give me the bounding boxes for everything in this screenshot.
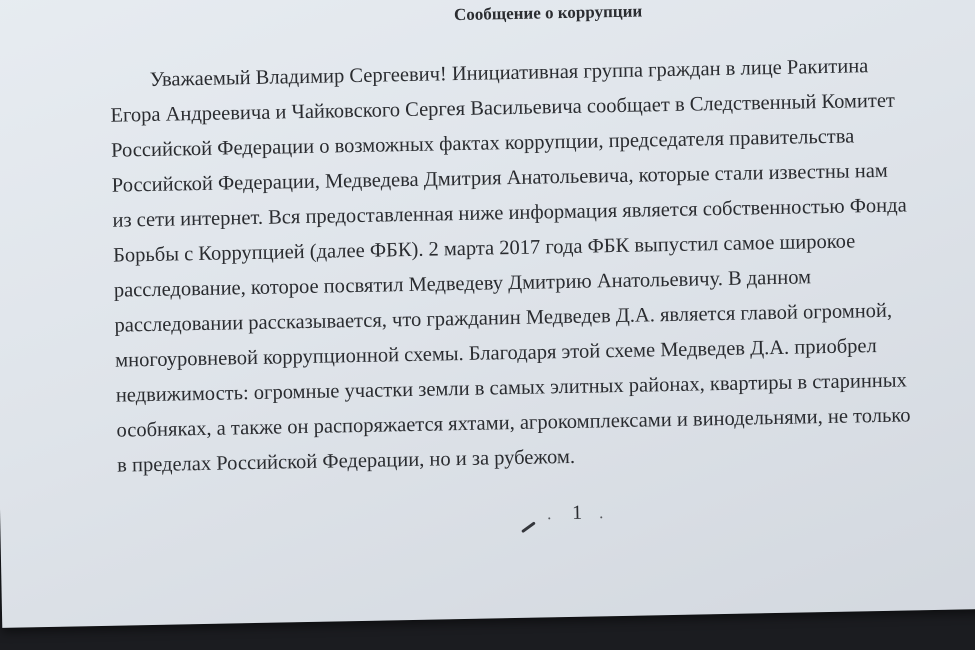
- body-line: Борьбы с Коррупцией (далее ФБК). 2 марта 2017 года ФБК выпустил самое широкое: [112, 230, 856, 267]
- page-number: 1: [571, 501, 583, 524]
- ink-dot: [600, 516, 602, 518]
- body-line: особняках, а также он распоряжается яхтами, агрокомплексами и винодельнями, не только: [116, 404, 911, 442]
- body-line: Егора Андреевича и Чайковского Сергея Васильевича сообщает в Следственный Комитет: [110, 89, 896, 127]
- body-line: из сети интернет. Вся предоставленная ниже информация является собственностью Фонда: [112, 194, 907, 232]
- body-line: Российской Федерации о возможных фактах коррупции, председателя правительства: [110, 125, 855, 162]
- document-body: [109, 47, 967, 483]
- pen-mark: [521, 521, 536, 533]
- body-line: Уважаемый Владимир Сергеевич! Инициативная группа граждан в лице Ракитина: [149, 55, 869, 91]
- body-line: недвижимость: огромные участки земли в самых элитных районах, квартиры в старинных: [115, 369, 908, 407]
- ink-dot: [548, 517, 550, 519]
- body-line: расследовании рассказывается, что гражданин Медведев Д.А. является главой огромной,: [114, 299, 893, 337]
- body-line: в пределах Российской Федерации, но и за рубежом.: [116, 445, 576, 477]
- document-title: Сообщение о коррупции: [453, 1, 643, 25]
- body-line: расследование, которое посвятил Медведеву Дмитрию Анатольевичу. В данном: [113, 266, 812, 302]
- body-line: Российской Федерации, Медведева Дмитрия Анатольевича, которые стали известны нам: [111, 159, 888, 197]
- body-line: многоуровневой коррупционной схемы. Благодаря этой схеме Медведев Д.А. приобрел: [114, 335, 877, 372]
